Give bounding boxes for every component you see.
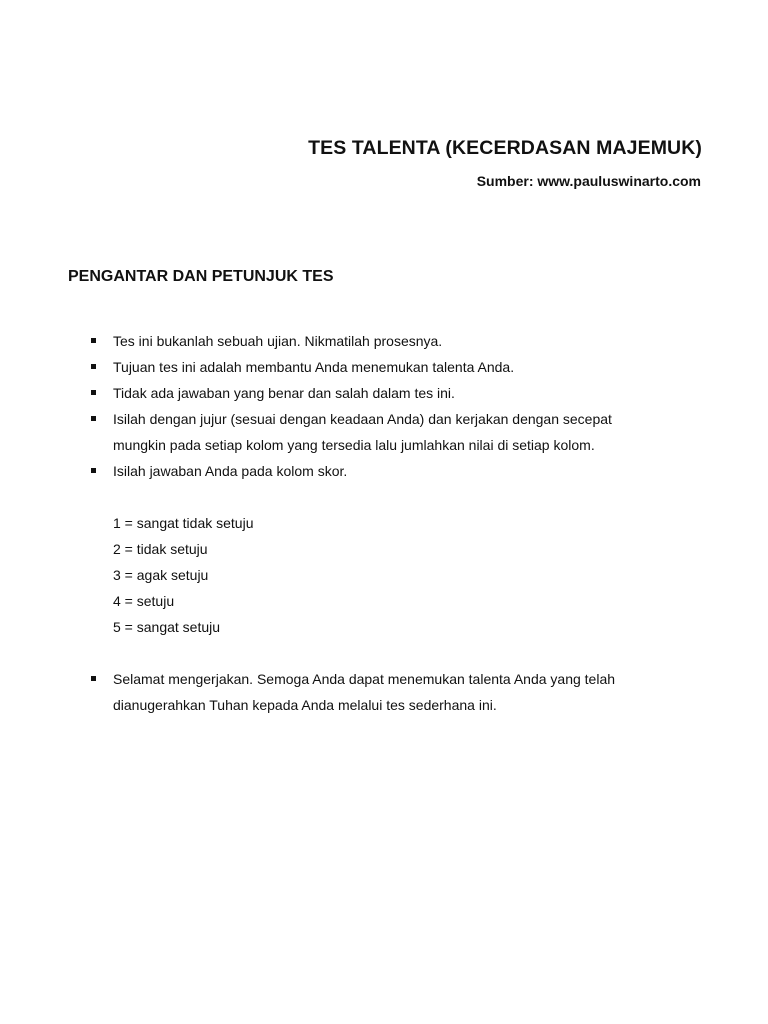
instruction-item: Tidak ada jawaban yang benar dan salah dalam tes ini.	[113, 385, 455, 401]
bullet-marker	[91, 468, 96, 473]
closing-text: Selamat mengerjakan. Semoga Anda dapat menemukan talenta Anda yang telah	[113, 671, 616, 687]
bullet-marker	[91, 390, 96, 395]
scale-item: 2 = tidak setuju	[113, 541, 208, 557]
section-heading: PENGANTAR DAN PETUNJUK TES	[68, 268, 334, 285]
scale-item: 5 = sangat setuju	[113, 619, 221, 635]
instruction-item: Isilah dengan jujur (sesuai dengan keadaan Anda) dan kerjakan dengan secepat	[113, 411, 612, 427]
scale-item: 3 = agak setuju	[113, 567, 209, 583]
closing-text-continued: dianugerahkan Tuhan kepada Anda melalui tes sederhana ini.	[113, 697, 497, 713]
bullet-marker	[91, 676, 96, 681]
instruction-item-continued: mungkin pada setiap kolom yang tersedia lalu jumlahkan nilai di setiap kolom.	[113, 437, 595, 453]
scale-item: 1 = sangat tidak setuju	[113, 515, 254, 531]
instruction-item: Tujuan tes ini adalah membantu Anda menemukan talenta Anda.	[113, 359, 515, 375]
scale-item: 4 = setuju	[113, 593, 175, 609]
bullet-marker	[91, 364, 96, 369]
instruction-item: Tes ini bukanlah sebuah ujian. Nikmatilah prosesnya.	[113, 333, 443, 349]
bullet-marker	[91, 416, 96, 421]
source-line: Sumber: www.pauluswinarto.com	[476, 173, 701, 189]
document-title: TES TALENTA (KECERDASAN MAJEMUK)	[308, 137, 702, 159]
instruction-item: Isilah jawaban Anda pada kolom skor.	[113, 463, 348, 479]
bullet-marker	[91, 338, 96, 343]
